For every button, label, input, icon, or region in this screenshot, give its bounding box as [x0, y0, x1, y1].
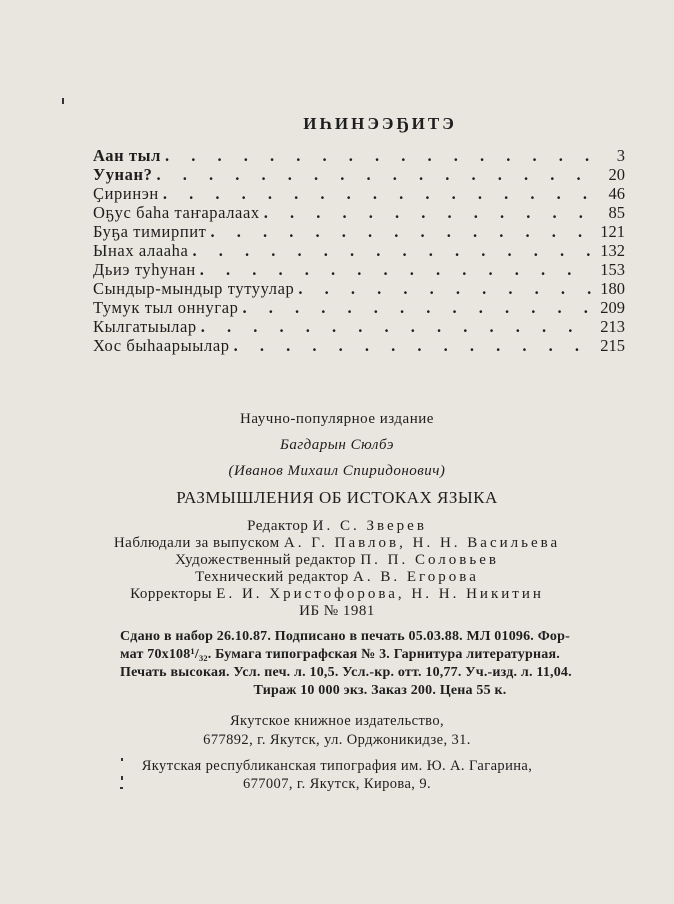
toc-leader-dots: [163, 184, 591, 203]
toc-entry-label: Ҫиринэн: [93, 184, 159, 203]
toc-entry-label: Аан тыл: [93, 146, 162, 165]
printer-name: Якутская республиканская типография им. Ю. А. Гагарина,: [141, 758, 533, 774]
credit-line: [0, 569, 674, 586]
toc-entry-page: 153: [600, 260, 625, 279]
toc-leader-dots: [165, 146, 591, 165]
toc-entry-label: Дьиэ туһунан: [93, 260, 196, 279]
author-real-name: (Иванов Михаил Спиридонович): [228, 463, 446, 479]
credit-role: Корректоры: [130, 586, 213, 602]
toc-entry-label: Буҕа тимирпит: [93, 222, 207, 241]
toc-entry-page: 209: [600, 298, 625, 317]
credit-role: Редактор: [247, 518, 309, 534]
print-speck: [62, 98, 64, 104]
toc-leader-dots: [242, 298, 591, 317]
table-of-contents: [93, 146, 625, 355]
toc-leader-dots: [234, 336, 591, 355]
toc-leader-dots: [192, 241, 591, 260]
credit-name: Е. И. Христофорова, Н. Н. Никитин: [216, 586, 544, 602]
toc-entry: [93, 279, 625, 298]
toc-entry-label: Кылгатыылар: [93, 317, 197, 336]
toc-entry-page: 85: [608, 203, 625, 222]
author-pseudonym: Багдарын Сюлбэ: [279, 437, 395, 453]
toc-entry-label: Сындыр-мындыр тутуулар: [93, 279, 295, 298]
credit-role: Технический редактор: [195, 569, 349, 585]
toc-entry: [93, 184, 625, 203]
credit-role: Наблюдали за выпуском: [113, 535, 280, 551]
toc-leader-dots: [264, 203, 591, 222]
toc-title: ИҺИНЭЭҔИТЭ: [303, 114, 457, 133]
credit-line: [0, 535, 674, 552]
toc-entry: [93, 146, 625, 165]
publisher-name: Якутское книжное издательство,: [229, 713, 445, 729]
toc-leader-dots: [211, 222, 592, 241]
toc-entry: [93, 317, 625, 336]
book-title: РАЗМЫШЛЕНИЯ ОБ ИСТОКАХ ЯЗЫКА: [176, 488, 498, 507]
credit-name: А. Г. Павлов, Н. Н. Васильева: [283, 535, 561, 551]
toc-entry-label: Оҕус баһа таҥаралаах: [93, 203, 260, 222]
toc-entry-page: 46: [608, 184, 625, 203]
credit-line: [0, 552, 674, 569]
printer-address: 677007, г. Якутск, Кирова, 9.: [242, 776, 432, 792]
tech-line: Сдано в набор 26.10.87. Подписано в печать 05.03.88. МЛ 01096. Фор-: [120, 629, 570, 644]
toc-entry-label: Тумук тыл оннугар: [93, 298, 239, 317]
toc-leader-dots: [298, 279, 591, 298]
toc-entry-page: 180: [600, 279, 625, 298]
toc-entry: [93, 165, 625, 184]
toc-entry: [93, 336, 625, 355]
credit-name: И. С. Зверев: [312, 518, 427, 534]
toc-leader-dots: [200, 260, 591, 279]
toc-entry-page: 121: [600, 222, 625, 241]
ib-number: ИБ № 1981: [299, 603, 375, 619]
credit-name: П. П. Соловьев: [360, 552, 499, 568]
toc-entry: [93, 260, 625, 279]
toc-entry: [93, 241, 625, 260]
toc-leader-dots: [156, 165, 591, 184]
tech-line: Печать высокая. Усл. печ. л. 10,5. Усл.-кр. отт. 10,77. Уч.-изд. л. 11,04.: [120, 665, 572, 680]
toc-entry: [93, 222, 625, 241]
toc-entry: [93, 298, 625, 317]
toc-entry-label: Ынах алааһа: [93, 241, 189, 260]
toc-entry-page: 215: [600, 336, 625, 355]
credit-name: А. В. Егорова: [353, 569, 479, 585]
edition-type: Научно-популярное издание: [240, 411, 434, 427]
tech-line: Тираж 10 000 экз. Заказ 200. Цена 55 к.: [253, 683, 507, 698]
toc-entry-label: Хос быһаарыылар: [93, 336, 230, 355]
toc-entry-page: 132: [600, 241, 625, 260]
toc-entry-page: 3: [616, 146, 625, 165]
toc-leader-dots: [201, 317, 591, 336]
credit-role: Художественный редактор: [175, 552, 357, 568]
toc-entry: [93, 203, 625, 222]
toc-entry-page: 213: [600, 317, 625, 336]
credit-line: [0, 586, 674, 603]
toc-entry-label: Уунан?: [93, 165, 153, 184]
publisher-address: 677892, г. Якутск, ул. Орджоникидзе, 31.: [203, 732, 471, 748]
toc-entry-page: 20: [608, 165, 625, 184]
tech-line: мат 70x108¹/₃₂. Бумага типографская № 3. Гарнитура литературная.: [120, 647, 560, 662]
credit-line: [0, 518, 674, 535]
